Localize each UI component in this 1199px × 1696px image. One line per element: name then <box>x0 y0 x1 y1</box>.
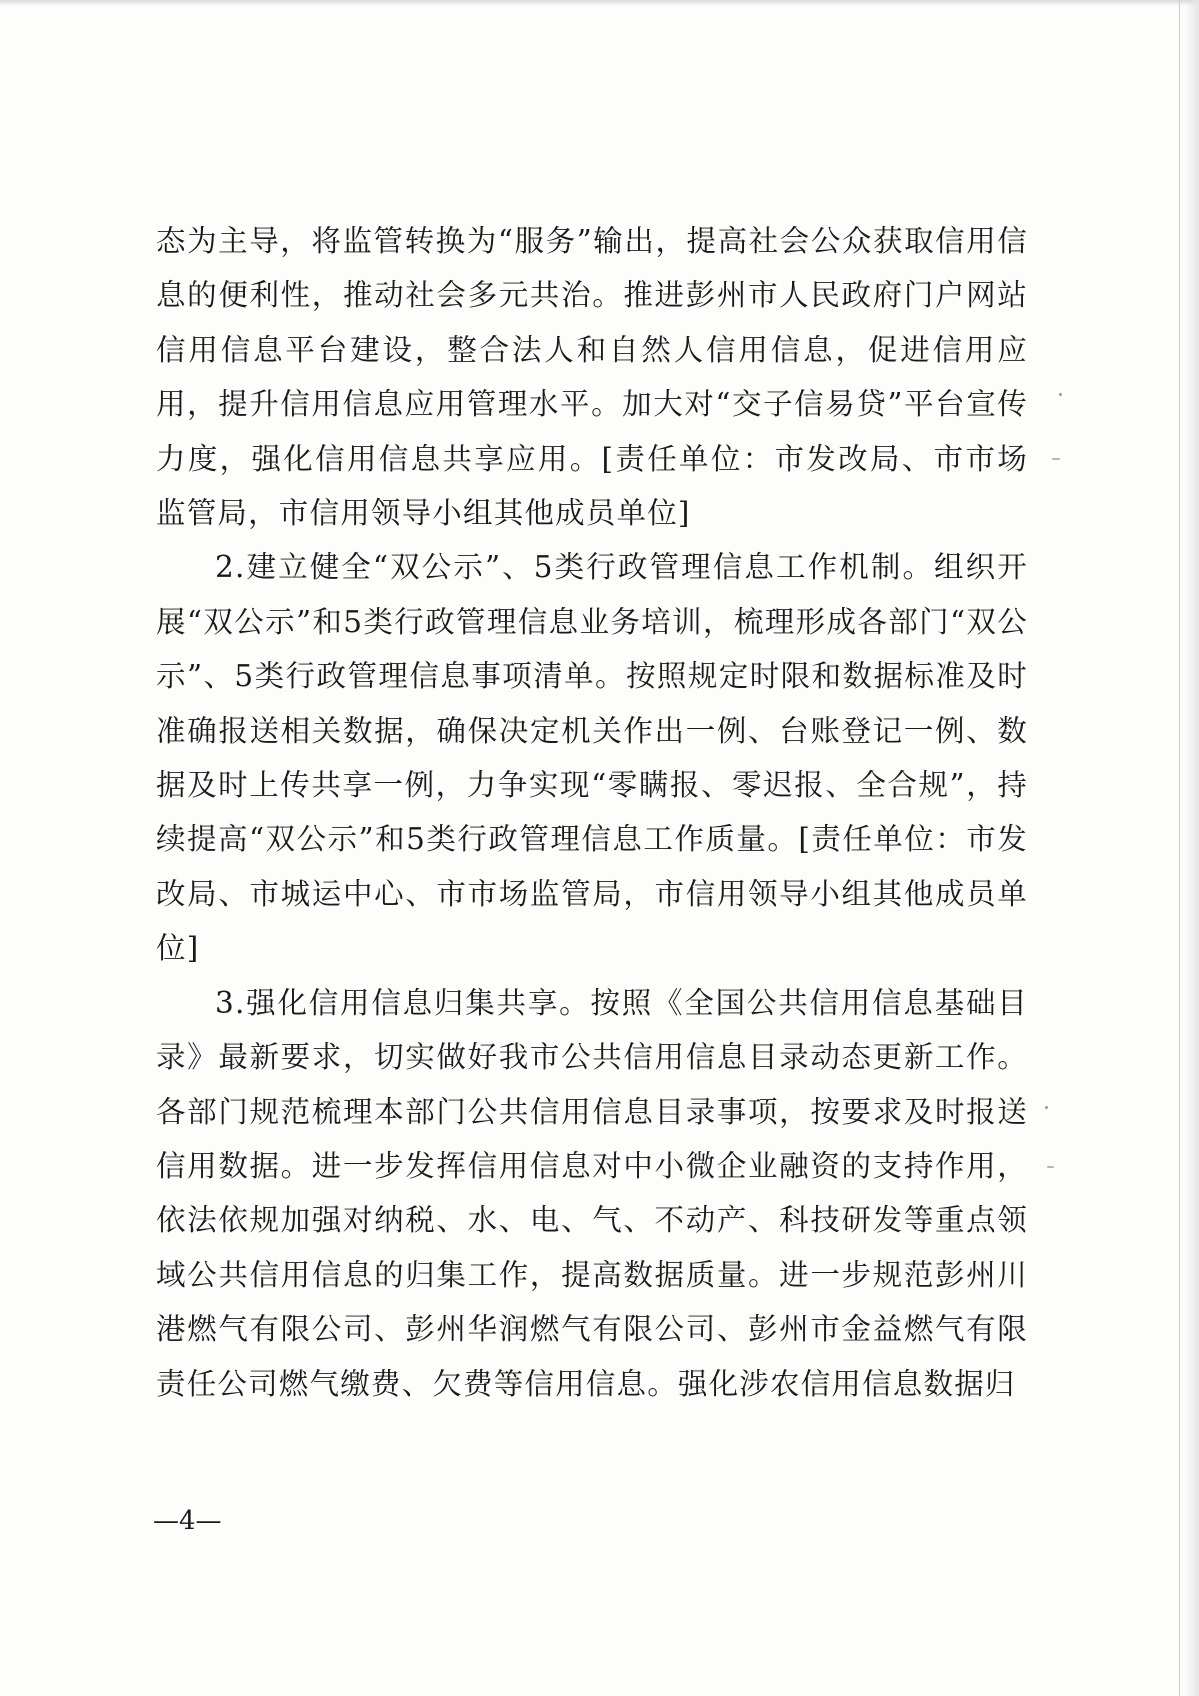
scan-edge-right <box>1185 0 1199 1696</box>
scan-speck <box>1045 1106 1048 1109</box>
paragraph-item-2: 2.建立健全“双公示”、5类行政管理信息工作机制。组织开展“双公示”和5类行政管理信息业务培训，梳理形成各部门“双公示”、5类行政管理信息事项清单。按照规定时限和数据标准及时准确报送相关数据，确保决定机关作出一例、台账登记一例、数据及时上传共享一例，力争实现“零瞒报、零迟报、全合规”，持续提高“双公示”和5类行政管理信息工作质量。[责任单位：市发改局、市城运中心、市市场监管局，市信用领导小组其他成员单位] <box>156 550 1028 966</box>
scan-speck <box>1047 1166 1054 1168</box>
document-body <box>156 214 1028 1411</box>
page-number: —4— <box>153 1506 222 1536</box>
scan-edge-top <box>0 0 1199 6</box>
paragraph-item-3: 3.强化信用信息归集共享。按照《全国公共信用信息基础目录》最新要求，切实做好我市公共信用信息目录动态更新工作。各部门规范梳理本部门公共信用信息目录事项，按要求及时报送信用数据。进一步发挥信用信息对中小微企业融资的支持作用，依法依规加强对纳税、水、电、气、不动产、科技研发等重点领域公共信用信息的归集工作，提高数据质量。进一步规范彭州川港燃气有限公司、彭州华润燃气有限公司、彭州市金益燃气有限责任公司燃气缴费、欠费等信用信息。强化涉农信用信息数据归 <box>156 985 1028 1401</box>
scan-border-line <box>1179 0 1180 1696</box>
scan-speck <box>1059 393 1062 396</box>
paragraph-continued: 态为主导，将监管转换为“服务”输出，提高社会公众获取信用信息的便利性，推动社会多元共治。推进彭州市人民政府门户网站信用信息平台建设，整合法人和自然人信用信息，促进信用应用，提升信用信息应用管理水平。加大对“交子信易贷”平台宣传力度，强化信用信息共享应用。[责任单位：市发改局、市市场监管局，市信用领导小组其他成员单位] <box>156 224 1028 531</box>
scan-speck <box>1052 458 1060 460</box>
